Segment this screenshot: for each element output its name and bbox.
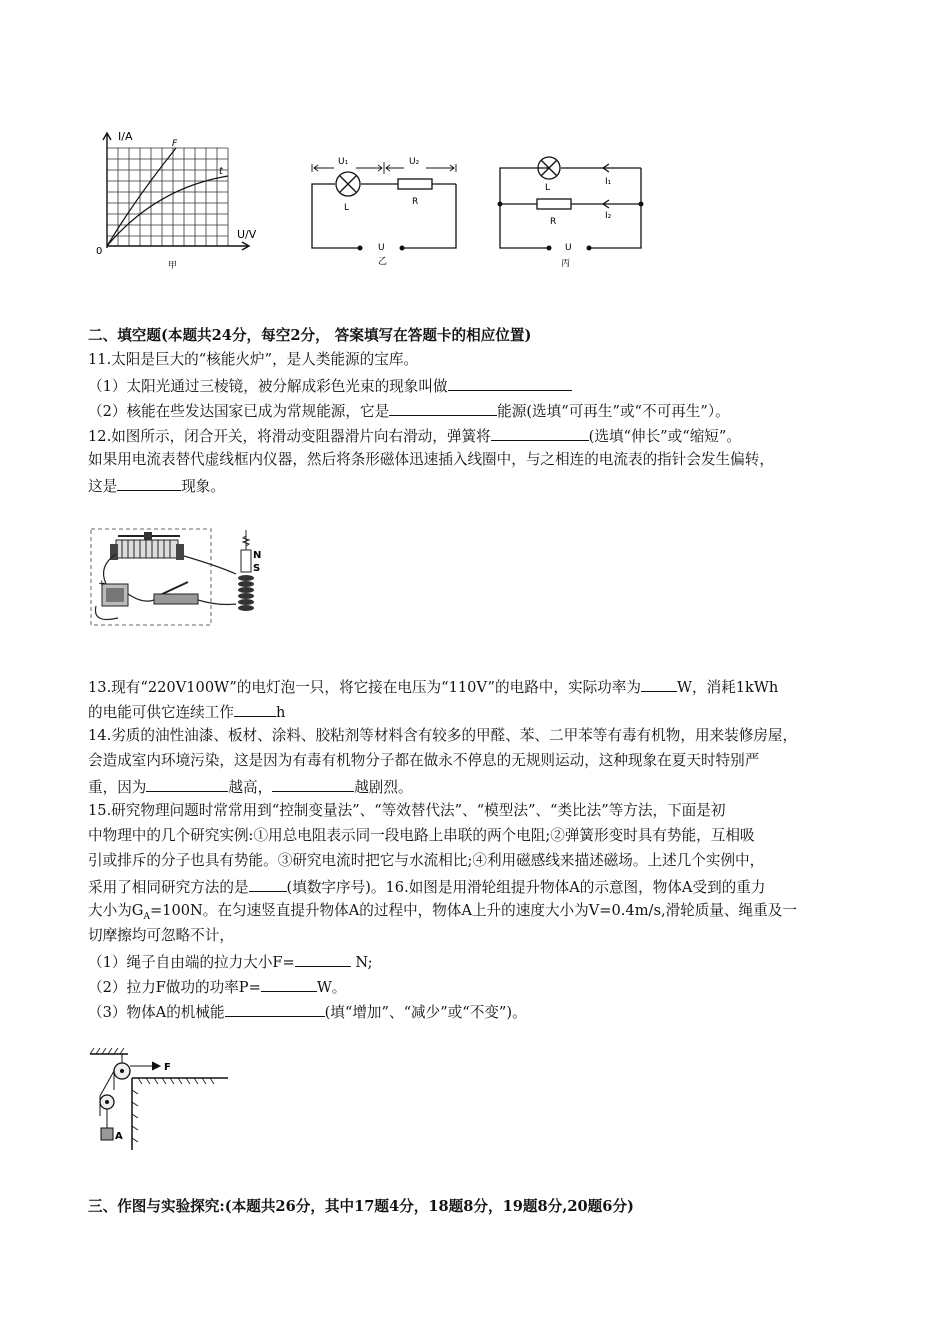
plus-label: + [98, 579, 106, 589]
q12-line3: 这是 现象。 [88, 475, 225, 497]
electromagnet-figure [88, 526, 268, 630]
q11-part2: （2）核能在些发达国家已成为常规能源，它是 能源(选填“可再生”或“不可再生”）。 [88, 400, 730, 422]
figure-caption: 甲 [168, 261, 178, 271]
answer-blank[interactable] [225, 1001, 325, 1017]
q15-line3: 引或排斥的分子也具有势能。③研究电流时把它与水流相比;④利用磁感线来描述磁场。上述几个实例中， [88, 852, 765, 869]
lamp-label: L [545, 183, 551, 193]
answer-blank[interactable] [272, 776, 354, 792]
q14-line3: 重，因为 越高， 越剧烈。 [88, 776, 413, 798]
answer-blank[interactable] [295, 951, 351, 967]
section3-heading: 三、作图与实验探究:(本题共26分，其中17题4分，18题8分，19题8分,20题6分) [88, 1198, 634, 1215]
u1-label: U₁ [338, 157, 349, 167]
q16-part1: （1）绳子自由端的拉力大小F= N; [88, 951, 373, 973]
force-label: F [164, 1062, 171, 1073]
answer-blank[interactable] [146, 776, 228, 792]
curve-t [107, 176, 228, 246]
y-axis-label: I/A [118, 130, 133, 143]
answer-blank[interactable] [491, 425, 589, 441]
answer-blank[interactable] [641, 676, 677, 692]
pulley-figure [88, 1046, 234, 1152]
figure-caption: 乙 [378, 257, 388, 267]
answer-blank[interactable] [117, 475, 181, 491]
q16-part3: （3）物体A的机械能 (填“增加”、“减少”或“不变”)。 [88, 1001, 527, 1023]
q16-part2: （2）拉力F做功的功率P= W。 [88, 976, 346, 998]
q15-line2: 中物理中的几个研究实例:①用总电阻表示同一段电路上串联的两个电阻;②弹簧形变时具有势能，互相吸 [88, 827, 755, 844]
figure-caption: 丙 [561, 259, 571, 269]
section2-heading: 二、填空题(本题共24分，每空2分， 答案填写在答题卡的相应位置) [88, 327, 532, 344]
q12-line1: 12.如图所示，闭合开关，将滑动变阻器滑片向右滑动，弹簧将 (选填“伸长”或“缩短”。 [88, 425, 741, 447]
answer-blank[interactable] [448, 375, 572, 391]
north-pole-label: N [253, 550, 262, 561]
i1-label: I₁ [605, 177, 612, 187]
parallel-circuit-figure [493, 152, 653, 277]
source-label: U [378, 243, 385, 253]
q11-stem: 11.太阳是巨大的“核能火炉”，是人类能源的宝库。 [88, 351, 419, 368]
answer-blank[interactable] [261, 976, 317, 992]
answer-blank[interactable] [249, 876, 287, 892]
series-circuit-figure [304, 150, 464, 275]
iu-graph-figure [96, 128, 271, 273]
q16-line2: 切摩擦均可忽略不计， [88, 927, 234, 944]
object-label: A [115, 1131, 123, 1142]
q15-line4: 采用了相同研究方法的是 (填数字序号)。16.如图是用滑轮组提升物体A的示意图，物体A受到的重力 [88, 876, 765, 898]
x-axis-label: U/V [237, 228, 257, 241]
q13-line1: 13.现有“220V100W”的电灯泡一只，将它接在电压为“110V”的电路中，实际功率为 W，消耗1kWh [88, 676, 778, 698]
u2-label: U₂ [409, 157, 420, 167]
q16-line1: 大小为$G_A=100N$。在匀速竖直提升物体A的过程中，物体A上升的速度大小为V=0.4m/s,滑轮质量、绳重及一 [88, 902, 797, 922]
q14-line1: 14.劣质的油性油漆、板材、涂料、胶粘剂等材料含有较多的甲醛、苯、二甲苯等有毒有机物，用来装修房屋， [88, 727, 798, 744]
lamp-label: L [344, 203, 350, 213]
q13-line2: 的电能可供它连续工作 h [88, 701, 285, 723]
answer-blank[interactable] [389, 400, 497, 416]
i2-label: I₂ [605, 211, 612, 221]
origin-label: 0 [96, 246, 103, 257]
resistor-label: R [412, 197, 419, 207]
curve-f-label: F [172, 139, 178, 149]
resistor-label: R [550, 217, 557, 227]
answer-blank[interactable] [234, 701, 276, 717]
q11-part1: （1）太阳光通过三棱镜，被分解成彩色光束的现象叫做 [88, 375, 572, 397]
q14-line2: 会造成室内环境污染，这是因为有毒有机物分子都在做永不停息的无规则运动，这种现象在夏天时特别严 [88, 752, 760, 769]
q12-line2: 如果用电流表替代虚线框内仪器，然后将条形磁体迅速插入线圈中，与之相连的电流表的指针会发生偏转， [88, 451, 774, 468]
source-label: U [565, 243, 572, 253]
curve-t-label: t [219, 166, 223, 177]
q15-line1: 15.研究物理问题时常常用到“控制变量法”、“等效替代法”、“模型法”、“类比法”等方法，下面是初 [88, 802, 726, 819]
south-pole-label: S [253, 563, 261, 574]
